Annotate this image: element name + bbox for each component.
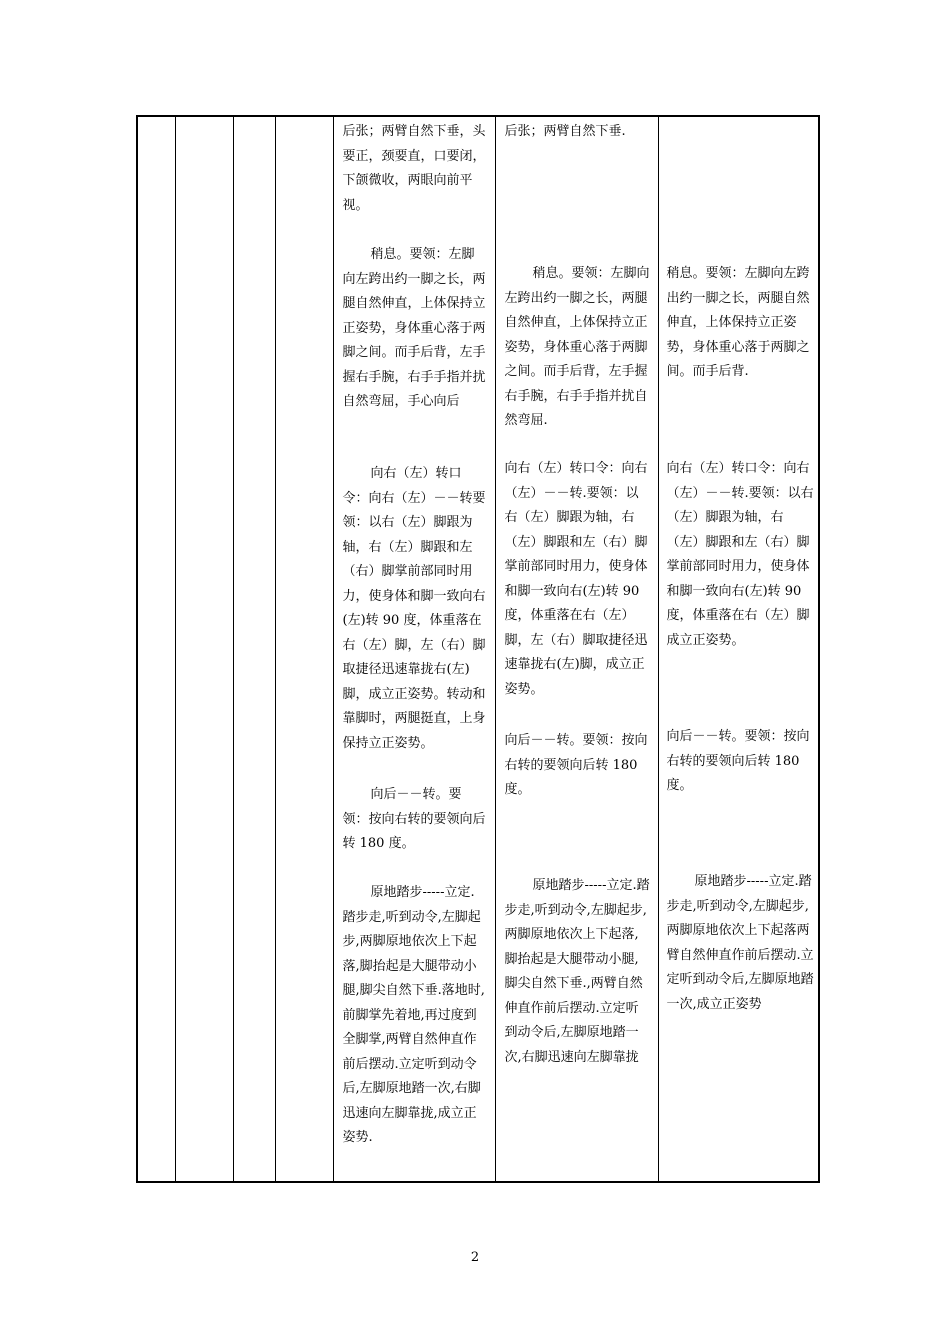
paragraph-mark-time: 原地踏步-----立定.踏步走,听到动令,左脚起步,两脚原地依次上下起落,脚抬起是大腿带动小腿,脚尖自然下垂.落地时,前脚掌先着地,再过度到全脚掌,两臂自然伸直作前后摆动.立定听到动令后,左脚原地踏一次,右脚迅速向左脚靠拢,成立正姿势.: [342, 885, 485, 1145]
paragraph-at-ease: 稍息。要领：左脚向左跨出约一脚之长，两腿自然伸直，上体保持立正姿势，身体重心落于两脚之间。而手后背，左手握右手腕，右手手指并扰自然弯屈.: [504, 266, 650, 428]
paragraph-about-turn: 向后－－转。要领：按向右转的要领向后转 180 度。: [342, 787, 486, 851]
paragraph-at-ease: 稍息。要领：左脚向左跨出约一脚之长，两腿自然伸直，上体保持立正姿势，身体重心落于两脚之间。而手后背，左手握右手腕，右手手指并扰自然弯屈，手心向后: [342, 247, 486, 409]
table-row: [137, 116, 819, 1182]
table-cell-col2: [175, 116, 233, 1182]
lesson-table: [136, 115, 820, 1183]
paragraph-stance: 后张；两臂自然下垂，头要正，颈要直，口要闭，下颌微收，两眼向前平视。: [342, 124, 486, 213]
paragraph-turn-right-left: 向右（左）转口令：向右（左）－－转.要领：以右（左）脚跟为轴，右（左）脚跟和左（右）脚掌前部同时用力，使身体和脚一致向右(左)转 90 度，体重落在右（左）脚，左（右）脚取捷径迅速靠拢右(左)脚，成立正姿势。: [504, 461, 648, 697]
table-cell-col1: [137, 116, 175, 1182]
page-number: 2: [470, 1250, 480, 1265]
paragraph-stance: 后张；两臂自然下垂.: [504, 124, 626, 139]
paragraph-at-ease: 稍息。要领：左脚向左跨出约一脚之长，两腿自然伸直，上体保持立正姿势，身体重心落于两脚之间。而手后背.: [666, 266, 810, 379]
paragraph-about-turn: 向后－－转。要领：按向右转的要领向后转 180 度。: [504, 733, 648, 797]
table-cell-col3: [233, 116, 275, 1182]
paragraph-mark-time: 原地踏步-----立定.踏步走,听到动令,左脚起步,两脚原地依次上下起落,脚抬起是大腿带动小腿,脚尖自然下垂.,两臂自然伸直作前后摆动.立定听到动令后,左脚原地踏一次,右脚迅速向左脚靠拢: [504, 878, 650, 1065]
table-cell-col4: [275, 116, 333, 1182]
table-cell-content: [658, 116, 819, 1182]
table-cell-content: [333, 116, 495, 1182]
paragraph-about-turn: 向后－－转。要领：按向右转的要领向后转 180 度。: [666, 729, 810, 793]
paragraph-mark-time: 原地踏步-----立定.踏步走,听到动令,左脚起步,两脚原地依次上下起落两臂自然伸直作前后摆动.立定听到动令后,左脚原地踏一次,成立正姿势: [666, 874, 814, 1012]
table-cell-content: [495, 116, 658, 1182]
paragraph-turn-right-left: 向右（左）转口令：向右（左）－－转.要领：以右（左）脚跟为轴，右（左）脚跟和左（右）脚掌前部同时用力，使身体和脚一致向右(左)转 90 度，体重落在右（左）脚成立正姿势。: [666, 461, 814, 648]
paragraph-turn-right-left: 向右（左）转口令：向右（左）－－转要领：以右（左）脚跟为轴，右（左）脚跟和左（右）脚掌前部同时用力，使身体和脚一致向右(左)转 90 度，体重落在右（左）脚，左（右）脚取捷径迅速靠拢右(左)脚，成立正姿势。转动和靠脚时，两腿挺直，上身保持立正姿势。: [342, 466, 486, 751]
